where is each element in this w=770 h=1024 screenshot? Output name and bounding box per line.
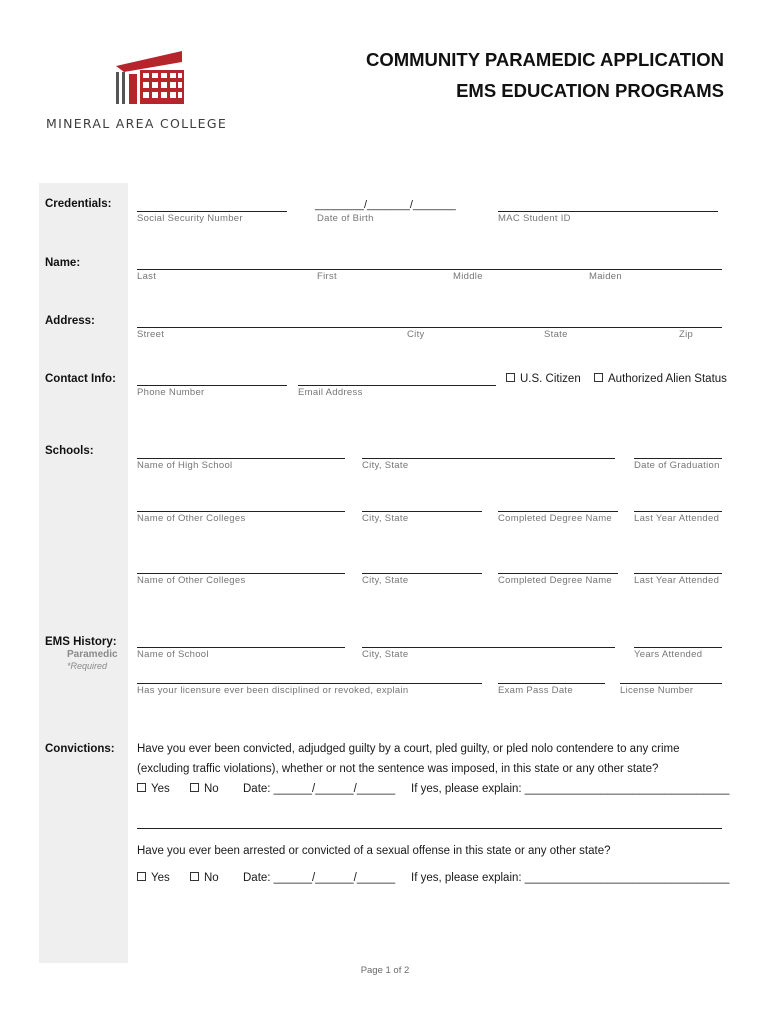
section-sidebar xyxy=(39,183,128,963)
hs-city-caption: City, State xyxy=(362,460,409,471)
name-field[interactable] xyxy=(137,269,722,270)
yes-label: Yes xyxy=(151,872,170,884)
no-label: No xyxy=(204,872,219,884)
hs-grad-field[interactable] xyxy=(634,458,722,459)
other-college-1-city-field[interactable] xyxy=(362,511,482,512)
email-caption: Email Address xyxy=(298,387,363,398)
checkbox-icon xyxy=(190,872,199,881)
other-college-2-degree-caption: Completed Degree Name xyxy=(498,575,613,586)
conviction-explain-field[interactable]: If yes, please explain: ________________________________ xyxy=(411,783,730,795)
other-college-2-caption: Name of Other Colleges xyxy=(137,575,246,586)
contact-label: Contact Info: xyxy=(45,373,116,385)
state-caption: State xyxy=(544,329,568,340)
offense-no-checkbox[interactable] xyxy=(190,872,219,884)
first-name-caption: First xyxy=(317,271,337,282)
page-number: Page 1 of 2 xyxy=(360,965,410,976)
yes-label: Yes xyxy=(151,783,170,795)
exam-date-caption: Exam Pass Date xyxy=(498,685,573,696)
checkbox-icon xyxy=(190,783,199,792)
ems-years-caption: Years Attended xyxy=(634,649,703,660)
ems-school-field[interactable] xyxy=(137,647,345,648)
convictions-text: Convictions: xyxy=(45,743,115,755)
other-college-1-field[interactable] xyxy=(137,511,345,512)
conviction-question-line-2: (excluding traffic violations), whether or not the sentence was imposed, in this state or any other state? xyxy=(137,763,659,775)
us-citizen-checkbox[interactable] xyxy=(506,373,581,385)
offense-explain-field[interactable]: If yes, please explain: ________________________________ xyxy=(411,872,730,884)
hs-name-caption: Name of High School xyxy=(137,460,233,471)
ems-required-label: *Required xyxy=(67,661,108,671)
us-citizen-label: U.S. Citizen xyxy=(520,373,581,385)
alien-status-checkbox[interactable] xyxy=(594,373,727,385)
license-field[interactable] xyxy=(620,683,722,684)
hs-city-field[interactable] xyxy=(362,458,615,459)
street-caption: Street xyxy=(137,329,165,340)
other-college-2-year-caption: Last Year Attended xyxy=(634,575,720,586)
ssn-field[interactable] xyxy=(137,211,287,212)
ems-city-caption: City, State xyxy=(362,649,409,660)
hs-grad-caption: Date of Graduation xyxy=(634,460,720,471)
other-college-2-city-field[interactable] xyxy=(362,573,482,574)
conviction-no-checkbox[interactable] xyxy=(190,783,219,795)
other-college-1-year-field[interactable] xyxy=(634,511,722,512)
other-college-1-degree-field[interactable] xyxy=(498,511,618,512)
credentials-label: Credentials: xyxy=(45,198,112,210)
discipline-field[interactable] xyxy=(137,683,482,684)
ems-school-caption: Name of School xyxy=(137,649,209,660)
name-label: Name: xyxy=(45,257,81,269)
discipline-caption: Has your licensure ever been disciplined or revoked, explain xyxy=(137,685,409,696)
other-college-2-degree-field[interactable] xyxy=(498,573,618,574)
convictions-label xyxy=(45,743,115,755)
last-name-caption: Last xyxy=(137,271,157,282)
no-label: No xyxy=(204,783,219,795)
conviction-date-field[interactable]: Date: ______/______/______ xyxy=(243,783,396,795)
offense-yes-checkbox[interactable] xyxy=(137,872,170,884)
license-caption: License Number xyxy=(620,685,694,696)
sexual-offense-question: Have you ever been arrested or convicted of a sexual offense in this state or any other state? xyxy=(137,845,611,857)
offense-date-field[interactable]: Date: ______/______/______ xyxy=(243,872,396,884)
student-id-field[interactable] xyxy=(498,211,718,212)
checkbox-icon xyxy=(137,872,146,881)
checkbox-icon xyxy=(594,373,603,382)
phone-field[interactable] xyxy=(137,385,287,386)
page-subtitle: EMS EDUCATION PROGRAMS xyxy=(456,80,724,101)
building-logo-icon xyxy=(112,48,192,110)
city-caption: City xyxy=(407,329,425,340)
conviction-question-line-1: Have you ever been convicted, adjudged guilty by a court, pled guilty, or pled nolo contendere to any crime xyxy=(137,743,680,755)
other-college-1-year-caption: Last Year Attended xyxy=(634,513,720,524)
ssn-caption: Social Security Number xyxy=(137,213,243,224)
page-title: COMMUNITY PARAMEDIC APPLICATION xyxy=(365,49,724,70)
schools-label: Schools: xyxy=(45,445,94,457)
other-college-1-city-caption: City, State xyxy=(362,513,409,524)
alien-status-label: Authorized Alien Status xyxy=(608,373,727,385)
email-field[interactable] xyxy=(298,385,496,386)
other-college-2-city-caption: City, State xyxy=(362,575,409,586)
ems-history-label: EMS History: xyxy=(45,636,117,648)
college-name: MINERAL AREA COLLEGE xyxy=(46,116,228,131)
maiden-name-caption: Maiden xyxy=(589,271,622,282)
student-id-caption: MAC Student ID xyxy=(498,213,571,224)
other-college-1-degree-caption: Completed Degree Name xyxy=(498,513,613,524)
middle-name-caption: Middle xyxy=(453,271,483,282)
ems-city-field[interactable] xyxy=(362,647,615,648)
dob-field[interactable]: ________/_______/_______ xyxy=(315,199,456,211)
hs-name-field[interactable] xyxy=(137,458,345,459)
checkbox-icon xyxy=(137,783,146,792)
address-label: Address: xyxy=(45,315,95,327)
phone-caption: Phone Number xyxy=(137,387,205,398)
conviction-explain-line[interactable] xyxy=(137,828,722,829)
ems-years-field[interactable] xyxy=(634,647,722,648)
checkbox-icon xyxy=(506,373,515,382)
other-college-2-year-field[interactable] xyxy=(634,573,722,574)
conviction-yes-checkbox[interactable] xyxy=(137,783,170,795)
address-field[interactable] xyxy=(137,327,722,328)
other-college-2-field[interactable] xyxy=(137,573,345,574)
dob-caption: Date of Birth xyxy=(317,213,374,224)
ems-paramedic-label: Paramedic xyxy=(67,649,118,660)
exam-date-field[interactable] xyxy=(498,683,605,684)
other-college-1-caption: Name of Other Colleges xyxy=(137,513,246,524)
zip-caption: Zip xyxy=(679,329,694,340)
